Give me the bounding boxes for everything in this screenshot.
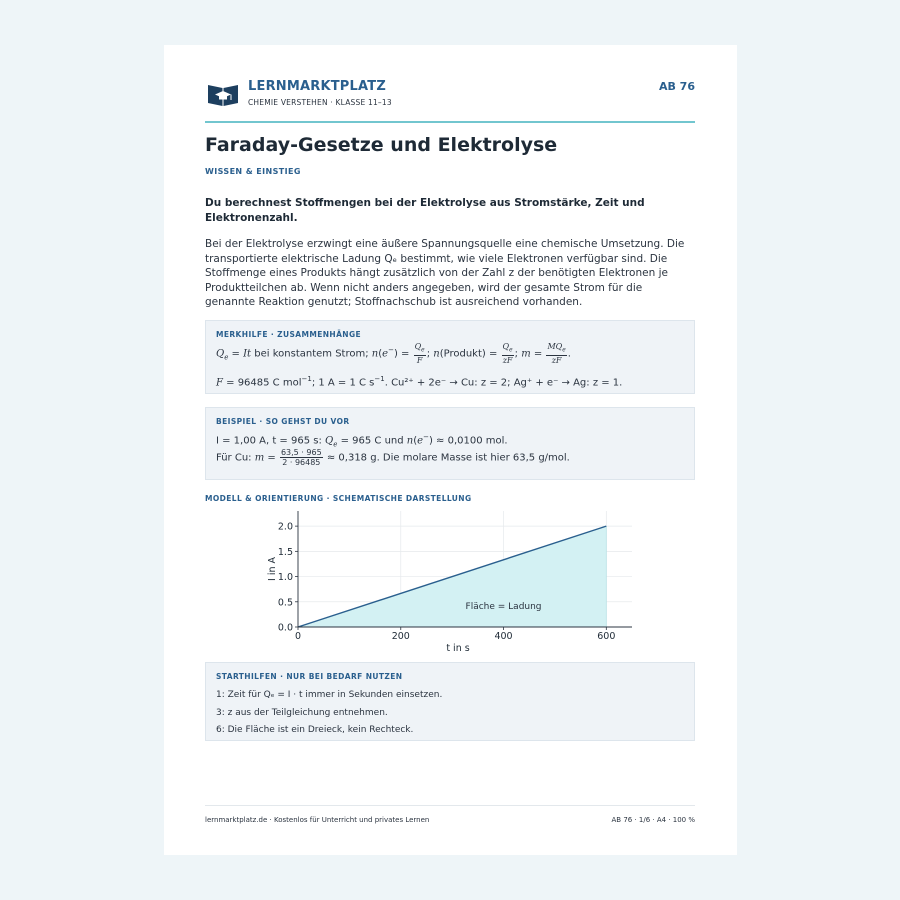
header-divider: [205, 121, 695, 123]
fraction-qe-f: $\frac{Q_e}{F}$: [414, 342, 425, 365]
beispiel-box: [205, 407, 695, 480]
book-graduation-cap-icon: [207, 81, 239, 107]
merkhilfe-box: [205, 320, 695, 394]
beispiel-text-3: ≈ 0,0100 mol.: [436, 435, 508, 447]
beispiel-line-2: Für Cu: m = $\frac{63,5 \cdot 965}{2 \cdot 96485}$ ≈ 0,318 g. Die molare Masse ist hier 63,5 g/mol.: [216, 448, 570, 467]
y-tick-label: 2.0: [277, 521, 293, 533]
merkhilfe-text-3: Cu²⁺ + 2e⁻ → Cu: z = 2; Ag⁺ + e⁻ → Ag: z = 1.: [391, 377, 623, 389]
merkhilfe-text-1: bei konstantem Strom;: [254, 348, 369, 360]
x-tick-label: 600: [597, 631, 616, 642]
lead-paragraph: Du berechnest Stoffmengen bei der Elektrolyse aus Stromstärke, Zeit und Elektronenzahl.: [205, 197, 645, 224]
sheet-id: AB 76: [658, 80, 695, 93]
hint-item: 6: Die Fläche ist ein Dreieck, kein Rechteck.: [216, 725, 414, 735]
y-axis-label: I in A: [267, 556, 278, 582]
merkhilfe-text-2: (Produkt) =: [439, 348, 498, 360]
beispiel-text-1: I = 1,00 A, t = 965 s:: [216, 435, 322, 447]
footer-right: AB 76 · 1/6 · A4 · 100 %: [611, 816, 695, 824]
footer-left: lernmarktplatz.de · Kostenlos für Unterricht und privates Lernen: [205, 816, 430, 824]
page-header: [205, 79, 695, 123]
beispiel-text-5: ≈ 0,318 g. Die molare Masse ist hier 63,5 g/mol.: [326, 452, 570, 464]
merkhilfe-formula-line: $Q_e = It$ bei konstantem Strom; n(e−) = $\frac{Q_e}{F}$ ; n(Produkt) = $\frac{Q_e}{zF}$ ; m = $\frac{MQ_e}{zF}$ .: [216, 342, 571, 365]
starthilfen-box: [205, 662, 695, 741]
x-tick-label: 0: [294, 631, 302, 642]
page-content: [205, 45, 695, 855]
y-tick-label: 0.5: [277, 597, 293, 609]
brand-subline: CHEMIE VERSTEHEN · KLASSE 11–13: [248, 98, 392, 107]
merkhilfe-constants-line: F = 96485 C mol$^{-1}$; 1 A = 1 C $s^{-1}$. Cu²⁺ + 2e⁻ → Cu: z = 2; Ag⁺ + e⁻ → Ag: z = 1.: [216, 375, 623, 389]
y-tick-label: 0.0: [277, 622, 293, 634]
x-axis-label: t in s: [446, 643, 470, 654]
fraction-cu-mass: $\frac{63,5 \cdot 965}{2 \cdot 96485}$: [280, 448, 322, 467]
x-tick-label: 400: [494, 631, 513, 642]
current-time-chart: [205, 507, 695, 659]
section-kicker: WISSEN & EINSTIEG: [205, 167, 301, 176]
fraction-mqe-zf: $\frac{MQ_e}{zF}$: [547, 342, 566, 365]
page-title: Faraday-Gesetze und Elektrolyse: [205, 134, 558, 156]
footer-divider: [205, 805, 695, 806]
chart-section-label: MODELL & ORIENTIERUNG · SCHEMATISCHE DARSTELLUNG: [205, 494, 472, 503]
beispiel-text-2: und: [384, 435, 404, 447]
beispiel-text-4: Für Cu:: [216, 452, 252, 464]
body-paragraph: Bei der Elektrolyse erzwingt eine äußere Spannungsquelle eine chemische Umsetzung. Die transportierte elektrische Ladung Qₑ bestimmt, wie viele Elektronen verfügbar sind. Die Stoffmenge eines Produkts hängt zusätzlich von der Zahl z der benötigten Elektronen je Produktteilchen ab. Wenn nicht anders angegeben, wird der gesamte Strom für die genannte Reaktion genutzt; Stoffnachschub ist ausreichend vorhanden.: [205, 238, 685, 308]
area-annotation: Fläche = Ladung: [465, 601, 542, 612]
fraction-qe-zf: $\frac{Q_e}{zF}$: [502, 342, 513, 365]
worksheet-page: [164, 45, 737, 855]
merkhilfe-title: MERKHILFE · ZUSAMMENHÄNGE: [216, 330, 362, 339]
hint-item: 3: z aus der Teilgleichung entnehmen.: [216, 708, 388, 718]
starthilfen-title: STARTHILFEN · NUR BEI BEDARF NUTZEN: [216, 672, 403, 681]
beispiel-line-1: I = 1,00 A, t = 965 s: $Q_e = 965$ C und n(e−) ≈ 0,0100 mol.: [216, 433, 508, 449]
hint-item: 1: Zeit für Qₑ = I · t immer in Sekunden einsetzen.: [216, 690, 443, 700]
brand-name: LERNMARKTPLATZ: [248, 79, 386, 94]
y-tick-label: 1.0: [277, 572, 293, 584]
beispiel-title: BEISPIEL · SO GEHST DU VOR: [216, 417, 350, 426]
x-tick-label: 200: [391, 631, 410, 642]
y-tick-label: 1.5: [277, 546, 293, 558]
